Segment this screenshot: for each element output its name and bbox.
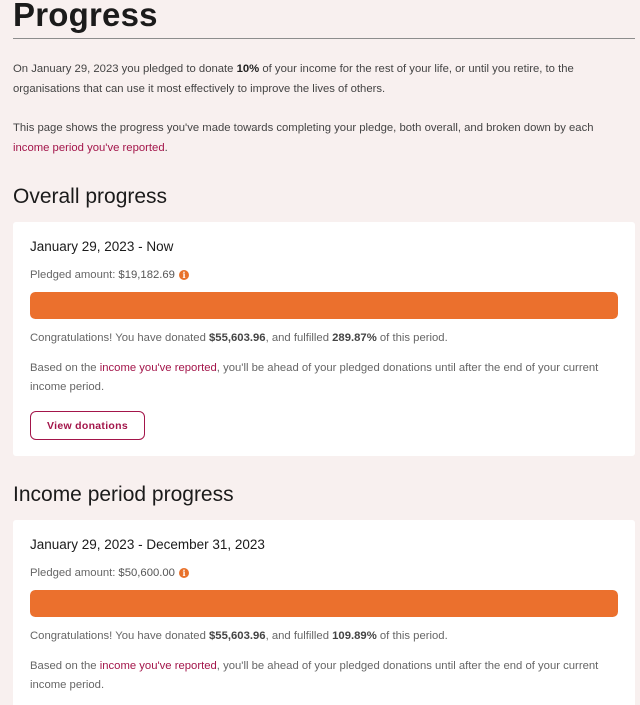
income-period-card <box>13 520 635 705</box>
income-pledged-amount <box>30 567 189 579</box>
info-icon[interactable]: i <box>179 568 189 578</box>
donated-amount: $55,603.96 <box>209 332 266 344</box>
congrats-end: of this period. <box>376 332 448 344</box>
forecast-text: Based on the <box>30 362 100 374</box>
income-period-title: January 29, 2023 - December 31, 2023 <box>30 537 265 552</box>
intro-text-end: of your income for the rest of your life, or until you retire, to the organisations that can use it most effectively to improve the lives of others. <box>13 63 574 95</box>
overall-forecast <box>30 359 620 397</box>
pledge-percent: 10% <box>236 63 260 75</box>
overall-progress-heading: Overall progress <box>13 185 168 208</box>
overall-progress-card <box>13 222 635 456</box>
income-forecast <box>30 657 620 695</box>
income-progress-fill <box>30 590 618 617</box>
pledged-label: Pledged amount: <box>30 269 116 281</box>
overall-progress-fill <box>30 292 618 319</box>
income-period-progress-heading: Income period progress <box>13 483 234 506</box>
forecast-text: Based on the <box>30 660 100 672</box>
description-text: This page shows the progress you've made towards completing your pledge, both overall, and broken down by each <box>13 122 594 134</box>
title-divider <box>13 38 635 39</box>
intro-text-start: On January 29, 2023 you pledged to donate <box>13 63 237 75</box>
pledged-value: $50,600.00 <box>118 567 175 579</box>
forecast-end: , you'll be ahead of your pledged donations until after the end of your current income period. <box>30 362 599 393</box>
fulfilled-percent: 289.87% <box>332 332 377 344</box>
congrats-text: Congratulations! You have donated <box>30 630 210 642</box>
donated-amount: $55,603.96 <box>209 630 266 642</box>
congrats-mid: , and fulfilled <box>265 332 333 344</box>
income-reported-link[interactable]: income you've reported <box>99 660 217 672</box>
income-progress-bar <box>30 590 618 617</box>
info-icon[interactable]: i <box>179 270 189 280</box>
income-reported-link[interactable]: income you've reported <box>99 362 217 374</box>
overall-period-title: January 29, 2023 - Now <box>30 239 174 254</box>
page-description <box>13 118 632 158</box>
congrats-text: Congratulations! You have donated <box>30 332 210 344</box>
pledged-value: $19,182.69 <box>118 269 175 281</box>
description-end: . <box>164 142 168 154</box>
view-donations-button[interactable]: View donations <box>30 411 145 440</box>
pledged-label: Pledged amount: <box>30 567 116 579</box>
income-congratulations <box>30 630 448 642</box>
congrats-mid: , and fulfilled <box>265 630 333 642</box>
pledge-intro <box>13 59 632 99</box>
forecast-end: , you'll be ahead of your pledged donations until after the end of your current income period. <box>30 660 599 691</box>
page-title: Progress <box>13 0 158 33</box>
congrats-end: of this period. <box>376 630 448 642</box>
fulfilled-percent: 109.89% <box>332 630 377 642</box>
overall-congratulations <box>30 332 448 344</box>
overall-pledged-amount <box>30 269 189 281</box>
income-periods-link[interactable]: income period you've reported <box>13 142 165 154</box>
overall-progress-bar <box>30 292 618 319</box>
